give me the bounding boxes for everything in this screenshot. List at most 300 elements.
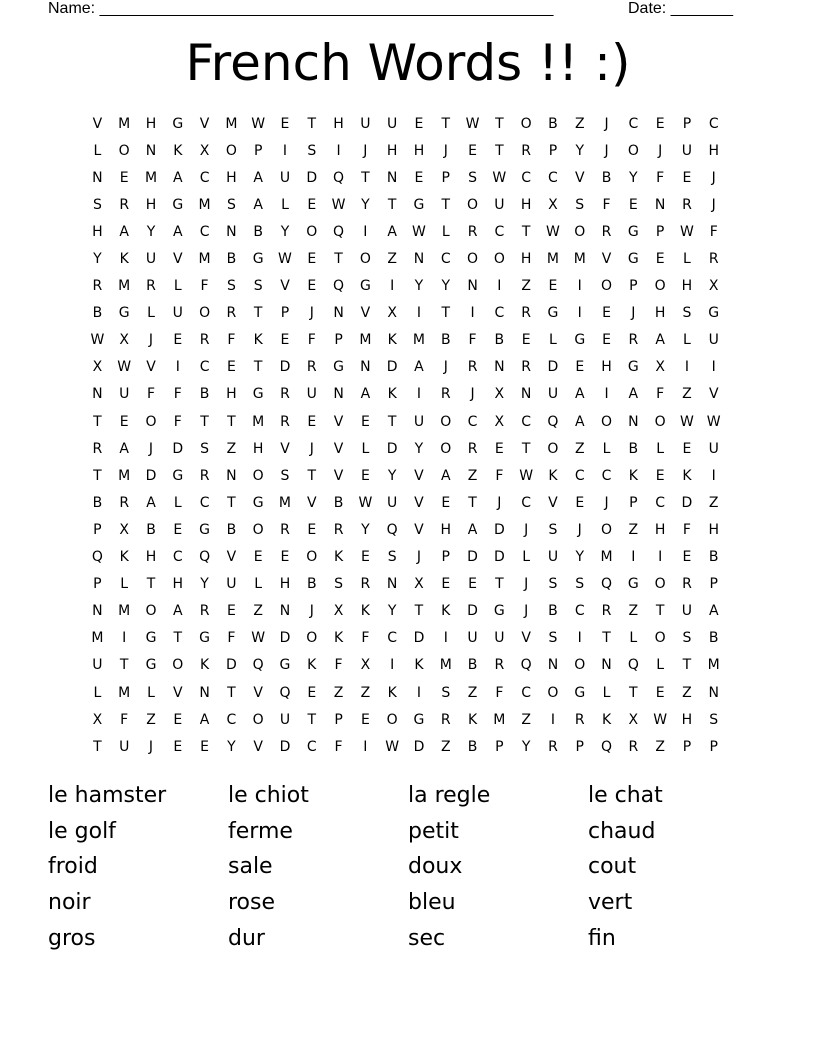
grid-letter[interactable]: V [414, 467, 424, 484]
grid-letter[interactable]: E [414, 169, 424, 186]
grid-letter[interactable]: G [627, 251, 639, 268]
grid-letter[interactable]: T [93, 738, 102, 755]
grid-letter[interactable]: H [172, 576, 184, 593]
grid-letter[interactable]: O [520, 115, 532, 132]
grid-letter[interactable]: A [146, 494, 156, 511]
grid-letter[interactable]: O [199, 305, 211, 322]
grid-letter[interactable]: T [146, 576, 156, 593]
grid-letter[interactable]: G [199, 630, 211, 647]
grid-letter[interactable]: U [681, 142, 693, 159]
grid-letter[interactable]: D [493, 521, 505, 538]
grid-letter[interactable]: J [524, 521, 529, 538]
grid-letter[interactable]: U [681, 603, 693, 620]
grid-letter[interactable]: V [574, 169, 585, 186]
grid-letter[interactable]: F [120, 711, 129, 728]
grid-letter[interactable]: Z [467, 467, 478, 484]
grid-letter[interactable]: L [629, 630, 638, 647]
grid-letter[interactable]: O [601, 521, 613, 538]
grid-letter[interactable]: U [467, 630, 478, 647]
grid-letter[interactable]: E [307, 251, 317, 268]
grid-letter[interactable]: X [360, 657, 371, 674]
grid-letter[interactable]: P [575, 738, 584, 755]
grid-letter[interactable]: D [467, 549, 478, 566]
grid-letter[interactable]: U [494, 630, 505, 647]
grid-letter[interactable]: P [334, 332, 343, 349]
grid-letter[interactable]: P [441, 169, 450, 186]
grid-letter[interactable]: V [333, 413, 344, 430]
grid-letter[interactable]: E [173, 521, 183, 538]
grid-letter[interactable]: E [682, 169, 692, 186]
grid-letter[interactable]: I [711, 359, 716, 376]
grid-letter[interactable]: Z [226, 440, 237, 457]
grid-letter[interactable]: S [334, 576, 344, 593]
grid-letter[interactable]: E [468, 576, 477, 593]
grid-letter[interactable]: E [441, 576, 451, 593]
grid-letter[interactable]: J [309, 440, 314, 457]
grid-letter[interactable]: Y [387, 603, 397, 620]
grid-letter[interactable]: T [629, 684, 638, 701]
grid-letter[interactable]: Y [387, 467, 397, 484]
grid-letter[interactable]: R [333, 521, 344, 538]
grid-letter[interactable]: G [627, 223, 639, 240]
grid-letter[interactable]: A [173, 223, 183, 240]
grid-letter[interactable]: E [173, 332, 183, 349]
grid-letter[interactable]: J [443, 359, 448, 376]
grid-letter[interactable]: Y [280, 223, 290, 240]
grid-letter[interactable]: E [173, 738, 183, 755]
grid-letter[interactable]: J [470, 386, 475, 403]
grid-letter[interactable]: Y [521, 738, 531, 755]
grid-letter[interactable]: J [363, 142, 368, 159]
grid-letter[interactable]: A [655, 332, 665, 349]
grid-letter[interactable]: J [711, 169, 716, 186]
grid-letter[interactable]: B [548, 603, 558, 620]
grid-letter[interactable]: S [92, 196, 102, 213]
grid-letter[interactable]: M [573, 251, 586, 268]
grid-letter[interactable]: I [577, 278, 582, 295]
grid-letter[interactable]: X [708, 278, 719, 295]
grid-letter[interactable]: S [441, 684, 451, 701]
grid-letter[interactable]: R [467, 359, 478, 376]
grid-letter[interactable]: L [602, 440, 611, 457]
grid-letter[interactable]: Z [628, 603, 639, 620]
grid-letter[interactable]: Q [520, 657, 532, 674]
grid-letter[interactable]: P [682, 115, 692, 132]
grid-letter[interactable]: A [173, 169, 183, 186]
grid-letter[interactable]: K [467, 711, 478, 728]
grid-letter[interactable]: U [279, 711, 291, 728]
grid-letter[interactable]: K [387, 684, 397, 701]
grid-letter[interactable]: N [360, 359, 371, 376]
grid-letter[interactable]: S [575, 576, 585, 593]
grid-letter[interactable]: C [199, 494, 210, 511]
grid-letter[interactable]: C [199, 223, 210, 240]
grid-letter[interactable]: L [173, 278, 182, 295]
grid-letter[interactable]: M [118, 603, 131, 620]
grid-letter[interactable]: O [467, 196, 479, 213]
grid-letter[interactable]: O [654, 278, 666, 295]
grid-letter[interactable]: U [145, 251, 157, 268]
grid-letter[interactable]: V [601, 251, 612, 268]
grid-letter[interactable]: O [172, 657, 184, 674]
grid-letter[interactable]: E [548, 278, 558, 295]
grid-letter[interactable]: X [119, 521, 129, 538]
grid-letter[interactable]: W [680, 223, 694, 240]
grid-letter[interactable]: G [627, 359, 639, 376]
grid-letter[interactable]: I [390, 278, 395, 295]
grid-letter[interactable]: N [708, 684, 719, 701]
grid-letter[interactable]: X [119, 332, 129, 349]
grid-letter[interactable]: G [279, 657, 291, 674]
grid-letter[interactable]: G [199, 521, 211, 538]
grid-letter[interactable]: H [413, 142, 425, 159]
grid-letter[interactable]: J [443, 142, 448, 159]
grid-letter[interactable]: T [361, 169, 370, 186]
grid-letter[interactable]: E [226, 359, 236, 376]
grid-letter[interactable]: O [306, 630, 318, 647]
grid-letter[interactable]: E [441, 494, 451, 511]
grid-letter[interactable]: S [280, 467, 290, 484]
grid-letter[interactable]: Z [655, 738, 665, 755]
grid-letter[interactable]: S [682, 630, 692, 647]
grid-letter[interactable]: X [414, 576, 424, 593]
grid-letter[interactable]: T [495, 142, 504, 159]
grid-letter[interactable]: Z [333, 684, 344, 701]
grid-letter[interactable]: D [493, 549, 505, 566]
grid-letter[interactable]: C [199, 359, 210, 376]
grid-letter[interactable]: Z [682, 386, 692, 403]
grid-letter[interactable]: C [199, 169, 210, 186]
grid-letter[interactable]: B [306, 576, 317, 593]
grid-letter[interactable]: P [548, 142, 558, 159]
grid-letter[interactable]: Q [547, 413, 559, 430]
grid-letter[interactable]: L [93, 684, 102, 701]
grid-letter[interactable]: G [493, 603, 505, 620]
grid-letter[interactable]: D [225, 657, 237, 674]
grid-letter[interactable]: R [440, 386, 451, 403]
grid-letter[interactable]: R [226, 305, 237, 322]
grid-letter[interactable]: R [440, 711, 451, 728]
grid-letter[interactable]: V [280, 440, 290, 457]
grid-letter[interactable]: C [548, 169, 558, 186]
grid-letter[interactable]: F [361, 630, 370, 647]
grid-letter[interactable]: P [93, 521, 102, 538]
grid-letter[interactable]: H [708, 521, 719, 538]
grid-letter[interactable]: T [468, 494, 477, 511]
grid-letter[interactable]: M [252, 413, 265, 430]
grid-letter[interactable]: P [93, 576, 102, 593]
grid-letter[interactable]: J [416, 549, 422, 566]
grid-letter[interactable]: Y [575, 142, 585, 159]
grid-letter[interactable]: D [279, 738, 291, 755]
grid-letter[interactable]: Y [361, 196, 370, 213]
grid-letter[interactable]: T [93, 467, 102, 484]
grid-letter[interactable]: I [658, 549, 663, 566]
grid-letter[interactable]: W [117, 359, 132, 376]
grid-letter[interactable]: J [148, 440, 154, 457]
grid-letter[interactable]: V [306, 494, 317, 511]
grid-letter[interactable]: K [387, 386, 397, 403]
grid-letter[interactable]: B [708, 549, 719, 566]
grid-letter[interactable]: D [306, 169, 318, 186]
grid-letter[interactable]: M [493, 711, 506, 728]
grid-letter[interactable]: E [307, 196, 317, 213]
grid-letter[interactable]: G [172, 115, 184, 132]
grid-letter[interactable]: J [309, 603, 314, 620]
grid-letter[interactable]: Q [386, 521, 398, 538]
grid-letter[interactable]: E [414, 115, 424, 132]
grid-letter[interactable]: G [413, 711, 425, 728]
grid-letter[interactable]: L [522, 549, 531, 566]
grid-letter[interactable]: H [520, 251, 532, 268]
grid-letter[interactable]: F [200, 278, 209, 295]
grid-letter[interactable]: Y [200, 576, 209, 593]
grid-letter[interactable]: I [550, 711, 556, 728]
grid-letter[interactable]: X [92, 711, 103, 728]
grid-letter[interactable]: C [655, 494, 666, 511]
grid-letter[interactable]: W [519, 467, 534, 484]
grid-letter[interactable]: O [145, 603, 157, 620]
grid-letter[interactable]: N [92, 603, 103, 620]
grid-letter[interactable]: J [524, 576, 529, 593]
grid-letter[interactable]: H [252, 440, 264, 457]
grid-letter[interactable]: Y [575, 549, 585, 566]
grid-letter[interactable]: O [440, 440, 452, 457]
grid-letter[interactable]: O [574, 657, 586, 674]
grid-letter[interactable]: T [682, 657, 692, 674]
grid-letter[interactable]: J [604, 494, 609, 511]
grid-letter[interactable]: H [333, 115, 344, 132]
grid-letter[interactable]: P [682, 738, 692, 755]
grid-letter[interactable]: U [387, 494, 398, 511]
grid-letter[interactable]: R [199, 332, 210, 349]
grid-letter[interactable]: F [656, 169, 665, 186]
grid-letter[interactable]: O [601, 278, 613, 295]
grid-letter[interactable]: S [548, 630, 558, 647]
grid-letter[interactable]: Q [252, 657, 264, 674]
grid-letter[interactable]: U [119, 386, 130, 403]
grid-letter[interactable]: A [119, 440, 129, 457]
grid-letter[interactable]: R [682, 196, 692, 213]
grid-letter[interactable]: B [333, 494, 344, 511]
grid-letter[interactable]: T [173, 630, 183, 647]
grid-letter[interactable]: L [173, 494, 182, 511]
grid-letter[interactable]: N [226, 467, 237, 484]
grid-letter[interactable]: J [711, 196, 716, 213]
grid-letter[interactable]: O [145, 413, 157, 430]
grid-letter[interactable]: Z [253, 603, 263, 620]
grid-letter[interactable]: D [279, 359, 291, 376]
grid-letter[interactable]: F [656, 386, 665, 403]
grid-letter[interactable]: D [145, 467, 157, 484]
grid-letter[interactable]: T [441, 196, 451, 213]
grid-letter[interactable]: Z [467, 684, 478, 701]
grid-letter[interactable]: B [92, 494, 103, 511]
grid-letter[interactable]: H [386, 142, 398, 159]
grid-letter[interactable]: Y [93, 251, 102, 268]
grid-letter[interactable]: L [656, 657, 665, 674]
grid-letter[interactable]: G [252, 251, 264, 268]
grid-letter[interactable]: K [414, 657, 424, 674]
grid-letter[interactable]: R [521, 305, 532, 322]
grid-letter[interactable]: J [148, 332, 154, 349]
grid-letter[interactable]: C [172, 549, 183, 566]
grid-letter[interactable]: K [387, 332, 397, 349]
grid-letter[interactable]: K [253, 332, 263, 349]
grid-letter[interactable]: D [386, 440, 398, 457]
grid-letter[interactable]: O [547, 684, 559, 701]
grid-letter[interactable]: U [119, 738, 130, 755]
grid-letter[interactable]: B [467, 657, 478, 674]
grid-letter[interactable]: I [363, 738, 368, 755]
grid-letter[interactable]: Q [279, 684, 291, 701]
grid-letter[interactable]: W [653, 711, 668, 728]
grid-letter[interactable]: G [172, 196, 184, 213]
grid-letter[interactable]: K [119, 251, 129, 268]
grid-letter[interactable]: K [441, 603, 451, 620]
grid-letter[interactable]: I [684, 359, 689, 376]
grid-letter[interactable]: B [199, 386, 210, 403]
grid-letter[interactable]: F [173, 413, 182, 430]
grid-letter[interactable]: E [173, 711, 183, 728]
grid-letter[interactable]: N [386, 576, 398, 593]
grid-letter[interactable]: B [253, 223, 263, 240]
grid-letter[interactable]: M [118, 684, 131, 701]
grid-letter[interactable]: M [546, 251, 559, 268]
grid-letter[interactable]: A [574, 386, 585, 403]
grid-letter[interactable]: M [439, 657, 452, 674]
grid-letter[interactable]: W [385, 738, 400, 755]
grid-letter[interactable]: A [628, 386, 639, 403]
date-field[interactable]: Date: _______ [628, 0, 733, 17]
grid-letter[interactable]: O [386, 711, 398, 728]
grid-letter[interactable]: B [494, 332, 505, 349]
grid-letter[interactable]: Y [227, 738, 236, 755]
grid-letter[interactable]: P [253, 142, 263, 159]
grid-letter[interactable]: G [333, 359, 344, 376]
grid-letter[interactable]: F [307, 332, 316, 349]
grid-letter[interactable]: V [280, 278, 290, 295]
grid-letter[interactable]: I [711, 467, 716, 484]
grid-letter[interactable]: U [547, 549, 559, 566]
grid-letter[interactable]: O [225, 142, 237, 159]
grid-letter[interactable]: P [655, 223, 665, 240]
grid-letter[interactable]: E [307, 684, 317, 701]
grid-letter[interactable]: V [146, 359, 156, 376]
grid-letter[interactable]: W [706, 413, 721, 430]
grid-letter[interactable]: O [467, 251, 479, 268]
grid-letter[interactable]: Z [360, 684, 371, 701]
grid-letter[interactable]: S [468, 169, 477, 186]
grid-letter[interactable]: F [468, 332, 477, 349]
grid-letter[interactable]: N [601, 657, 612, 674]
grid-letter[interactable]: E [494, 440, 504, 457]
grid-letter[interactable]: V [333, 440, 344, 457]
grid-letter[interactable]: E [575, 494, 585, 511]
grid-letter[interactable]: H [654, 305, 666, 322]
grid-letter[interactable]: U [494, 196, 505, 213]
grid-letter[interactable]: T [414, 603, 424, 620]
grid-letter[interactable]: O [654, 576, 666, 593]
grid-letter[interactable]: U [360, 115, 371, 132]
grid-letter[interactable]: P [280, 305, 290, 322]
grid-letter[interactable]: Q [333, 169, 345, 186]
grid-letter[interactable]: H [279, 576, 291, 593]
grid-letter[interactable]: T [307, 711, 317, 728]
grid-letter[interactable]: R [628, 738, 639, 755]
grid-letter[interactable]: V [414, 521, 424, 538]
grid-letter[interactable]: U [547, 386, 559, 403]
grid-letter[interactable]: E [253, 549, 263, 566]
grid-letter[interactable]: K [307, 657, 317, 674]
grid-letter[interactable]: I [631, 549, 636, 566]
grid-letter[interactable]: G [172, 467, 184, 484]
grid-letter[interactable]: V [199, 115, 210, 132]
grid-letter[interactable]: J [524, 603, 529, 620]
grid-letter[interactable]: G [574, 332, 586, 349]
grid-letter[interactable]: M [198, 251, 211, 268]
grid-letter[interactable]: Q [627, 657, 639, 674]
grid-letter[interactable]: C [628, 115, 639, 132]
grid-letter[interactable]: D [413, 738, 425, 755]
grid-letter[interactable]: O [252, 467, 264, 484]
grid-letter[interactable]: K [199, 657, 210, 674]
grid-letter[interactable]: O [440, 413, 452, 430]
grid-letter[interactable]: M [278, 494, 292, 511]
grid-letter[interactable]: X [628, 711, 639, 728]
grid-letter[interactable]: X [333, 603, 344, 620]
grid-letter[interactable]: N [520, 386, 532, 403]
grid-letter[interactable]: E [521, 332, 531, 349]
grid-letter[interactable]: E [360, 413, 370, 430]
grid-letter[interactable]: E [655, 251, 665, 268]
grid-letter[interactable]: Y [146, 223, 156, 240]
grid-letter[interactable]: R [280, 413, 290, 430]
grid-letter[interactable]: D [681, 494, 693, 511]
grid-letter[interactable]: R [494, 657, 505, 674]
grid-letter[interactable]: E [280, 115, 290, 132]
grid-letter[interactable]: W [90, 332, 105, 349]
grid-letter[interactable]: Y [414, 278, 424, 295]
grid-letter[interactable]: T [227, 684, 236, 701]
grid-letter[interactable]: Z [708, 494, 719, 511]
grid-letter[interactable]: E [682, 549, 692, 566]
grid-letter[interactable]: X [494, 413, 505, 430]
grid-letter[interactable]: G [359, 278, 371, 295]
grid-letter[interactable]: F [173, 386, 182, 403]
grid-letter[interactable]: L [361, 440, 370, 457]
grid-letter[interactable]: H [601, 359, 612, 376]
grid-letter[interactable]: R [467, 223, 478, 240]
grid-letter[interactable]: T [227, 413, 236, 430]
grid-letter[interactable]: D [547, 359, 559, 376]
grid-letter[interactable]: F [227, 332, 236, 349]
grid-letter[interactable]: C [574, 467, 585, 484]
grid-letter[interactable]: G [413, 196, 425, 213]
grid-letter[interactable]: T [227, 494, 236, 511]
grid-letter[interactable]: H [92, 223, 103, 240]
grid-letter[interactable]: F [334, 657, 343, 674]
grid-letter[interactable]: H [226, 169, 237, 186]
grid-letter[interactable]: T [307, 115, 317, 132]
grid-letter[interactable]: E [468, 142, 477, 159]
grid-letter[interactable]: T [655, 603, 665, 620]
grid-letter[interactable]: T [387, 413, 397, 430]
grid-letter[interactable]: R [146, 278, 156, 295]
grid-letter[interactable]: R [682, 576, 692, 593]
grid-letter[interactable]: D [172, 440, 184, 457]
grid-letter[interactable]: R [92, 278, 103, 295]
